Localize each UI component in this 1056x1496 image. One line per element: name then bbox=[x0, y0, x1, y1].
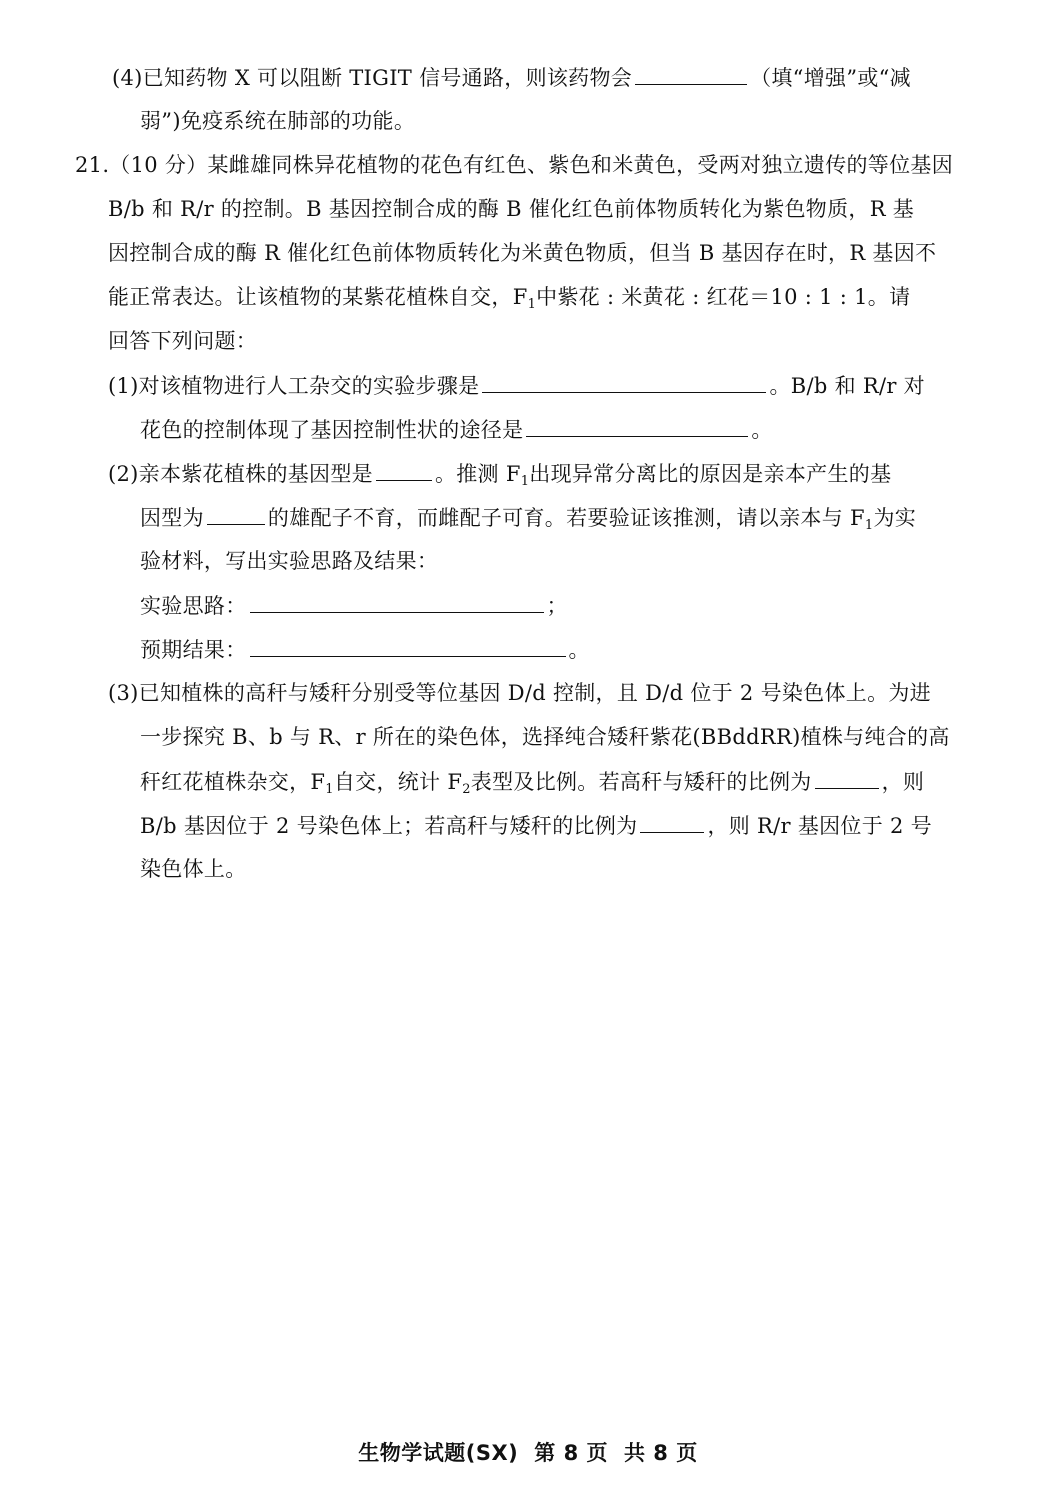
answer-blank[interactable] bbox=[640, 810, 704, 833]
q21-intro-line1: 21.（10 分）某雌雄同株异花植物的花色有红色、紫色和米黄色，受两对独立遗传的等位基因 bbox=[75, 153, 953, 177]
q21-part2-result bbox=[140, 634, 590, 665]
q20-part4-text: (4)已知药物 X 可以阻断 TIGIT 信号通路，则该药物会 bbox=[112, 66, 633, 90]
part1-text-a: (1)对该植物进行人工杂交的实验步骤是 bbox=[108, 374, 480, 398]
answer-blank[interactable] bbox=[526, 414, 748, 437]
part2-text-b: 。推测 F bbox=[434, 462, 521, 486]
part2-text-a: (2)亲本紫花植株的基因型是 bbox=[108, 462, 373, 486]
part2-text-c: 出现异常分离比的原因是亲本产生的基 bbox=[529, 462, 892, 486]
subscript: 1 bbox=[520, 474, 530, 489]
footer-title: 生物学试题(SX) bbox=[358, 1441, 519, 1465]
answer-blank[interactable] bbox=[250, 590, 544, 613]
q21-part2-line1 bbox=[108, 458, 891, 497]
q21-intro-line2: B/b 和 R/r 的控制。B 基因控制合成的酶 B 催化红色前体物质转化为紫色物质，R 基 bbox=[108, 197, 915, 221]
q21-part3-line5: 染色体上。 bbox=[140, 857, 247, 881]
q21-part3-line1: (3)已知植株的高秆与矮秆分别受等位基因 D/d 控制，且 D/d 位于 2 号染色体上。为进 bbox=[108, 681, 931, 705]
result-label: 预期结果： bbox=[140, 638, 247, 662]
part1-text-b: 。B/b 和 R/r 对 bbox=[769, 374, 925, 398]
subscript: 1 bbox=[527, 297, 537, 312]
subscript: 1 bbox=[325, 782, 334, 797]
part1-text-c: 花色的控制体现了基因控制性状的途径是 bbox=[140, 418, 524, 442]
part3-text-e: B/b 基因位于 2 号染色体上；若高秆与矮秆的比例为 bbox=[140, 814, 638, 838]
q21-part1-line2 bbox=[140, 414, 773, 445]
intro4-text-a: 能正常表达。让该植物的某紫花植株自交，F bbox=[108, 285, 528, 309]
subscript: 2 bbox=[462, 782, 471, 797]
part2-text-e: 的雄配子不育，而雌配子可育。若要验证该推测，请以亲本与 F bbox=[267, 506, 865, 530]
part3-text-b: 自交，统计 F bbox=[333, 770, 463, 794]
q21-part3-line2: 一步探究 B、b 与 R、r 所在的染色体，选择纯合矮秆紫花(BBddRR)植株与纯合的高 bbox=[140, 725, 950, 749]
answer-blank[interactable] bbox=[482, 370, 766, 393]
part3-text-f: ，则 R/r 基因位于 2 号 bbox=[707, 814, 932, 838]
answer-blank[interactable] bbox=[635, 62, 747, 85]
answer-blank[interactable] bbox=[376, 458, 432, 481]
q21-part3-line3 bbox=[140, 766, 924, 805]
intro4-text-b: 中紫花 : 米黄花 : 红花＝10 : 1 : 1。请 bbox=[536, 285, 911, 309]
q21-intro-line5: 回答下列问题： bbox=[108, 329, 258, 353]
page-footer bbox=[0, 1437, 1056, 1467]
part3-text-d: ，则 bbox=[881, 770, 925, 794]
part3-text-a: 秆红花植株杂交，F bbox=[140, 770, 326, 794]
q21-part2-idea bbox=[140, 590, 568, 621]
q20-part4-line2: 弱”)免疫系统在肺部的功能。 bbox=[140, 109, 416, 133]
answer-blank[interactable] bbox=[250, 634, 566, 657]
idea-label: 实验思路： bbox=[140, 594, 247, 618]
answer-blank[interactable] bbox=[207, 502, 265, 525]
q20-part4-hint: （填“增强”或“减 bbox=[750, 66, 911, 90]
q20-part4-line1 bbox=[112, 62, 911, 93]
q21-intro-line3: 因控制合成的酶 R 催化红色前体物质转化为米黄色物质，但当 B 基因存在时，R 基因不 bbox=[108, 241, 937, 265]
part2-text-f: 为实 bbox=[873, 506, 917, 530]
part3-text-c: 表型及比例。若高秆与矮秆的比例为 bbox=[470, 770, 812, 794]
answer-blank[interactable] bbox=[815, 766, 879, 789]
q21-part3-line4 bbox=[140, 810, 932, 841]
subscript: 1 bbox=[864, 518, 874, 533]
q21-part1-line1 bbox=[108, 370, 925, 401]
footer-page-number: 第 8 页 bbox=[534, 1441, 608, 1465]
idea-end: ； bbox=[546, 594, 568, 618]
footer-total-pages: 共 8 页 bbox=[624, 1441, 698, 1465]
part2-text-d: 因型为 bbox=[140, 506, 204, 530]
part1-text-d: 。 bbox=[751, 418, 773, 442]
q21-intro-line4 bbox=[108, 282, 910, 320]
q21-part2-line3: 验材料，写出实验思路及结果： bbox=[140, 549, 439, 573]
result-end: 。 bbox=[568, 638, 590, 662]
q21-part2-line2 bbox=[140, 502, 916, 541]
